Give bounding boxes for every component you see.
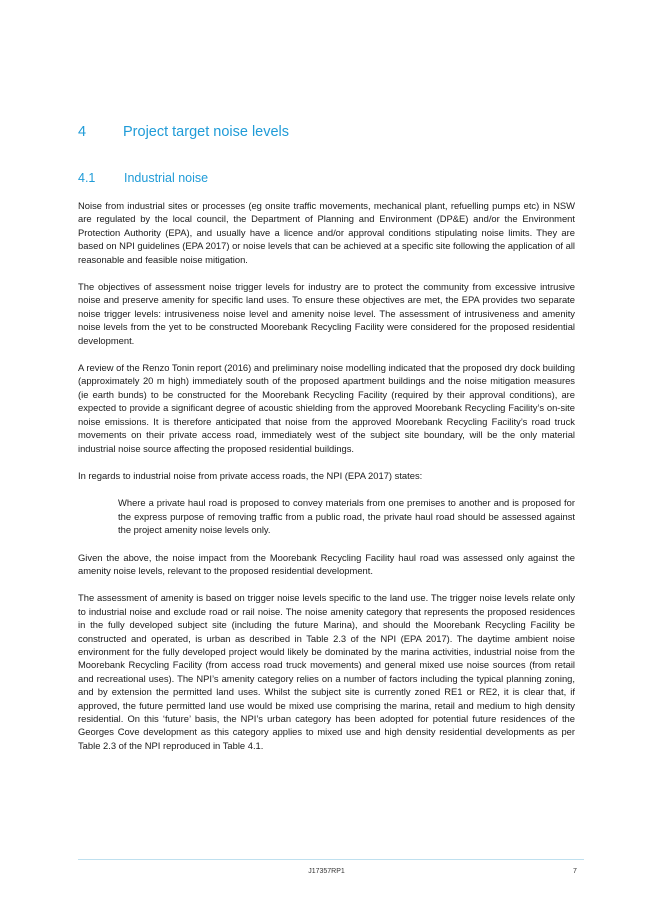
subsection-title: Industrial noise <box>124 171 209 185</box>
footer-divider <box>78 859 584 860</box>
paragraph: The objectives of assessment noise trigger levels for industry are to protect the community from excessive intrusive noise and preserve amenity for specific land uses. To ensure these objectives are met, the EPA provides two separate noise trigger levels: intrusiveness noise level and amenity noise level. The assessment of intrusiveness and amenity noise levels from the yet to be constructed Moorebank Recycling Facility were considered for the proposed residential development. <box>78 281 575 346</box>
section-number: 4 <box>78 124 87 140</box>
block-quote: Where a private haul road is proposed to convey materials from one premises to another and is proposed for the express purpose of removing traffic from a public road, the private haul road should be assessed against the project amenity noise levels only. <box>118 497 575 536</box>
document-reference: J17357RP1 <box>308 868 345 875</box>
paragraph: Noise from industrial sites or processes (eg onsite traffic movements, mechanical plant, refuelling pumps etc) in NSW are regulated by the local council, the Department of Planning and Environment (DP&E) and/or the Environment Protection Authority (EPA), and usually have a licence and/or approval conditions stipulating noise limits. They are based on NPI guidelines (EPA 2017) or noise levels that can be achieved at a specific site following the application of all reasonable and feasible noise mitigation. <box>78 200 576 265</box>
page-number: 7 <box>573 868 577 875</box>
paragraph: In regards to industrial noise from private access roads, the NPI (EPA 2017) states: <box>78 469 423 481</box>
paragraph: The assessment of amenity is based on trigger noise levels specific to the land use. The trigger noise levels relate only to industrial noise and exclude road or rail noise. The noise amenity category that represents the proposed residences in the fully developed subject site (including the future Marina), and should the Moorebank Recycling Facility be constructed and operated, is urban as described in Table 2.3 of the NPI (EPA 2017). The daytime ambient noise environment for the fully developed project would likely be dominated by the marina activities, industrial noise from the Moorebank Recycling Facility (from access road truck movements) and general mixed use noise sources (from retail and recreational uses). The NPI’s amenity category relies on a number of factors including the typical planning zoning, and by extension the permitted land uses. Whilst the subject site is currently zoned RE1 or RE2, it is clear that, if approved, the future permitted land use would be mixed use comprising the marina, retail and medium to high density residential. On this ‘future’ basis, the NPI’s urban category has been adopted for potential future residences of the Georges Cove development as this category applies to mixed use and high density residential developments as per Table 2.3 of the NPI reproduced in Table 4.1. <box>78 592 575 751</box>
body-text <box>78 199 575 766</box>
subsection-number: 4.1 <box>78 171 96 185</box>
subsection-heading <box>78 171 208 185</box>
section-heading <box>78 124 289 140</box>
section-title: Project target noise levels <box>123 124 290 140</box>
paragraph: A review of the Renzo Tonin report (2016) and preliminary noise modelling indicated that the proposed dry dock building (approximately 20 m high) immediately south of the proposed apartment buildings and the noise mitigation measures (ie earth bunds) to be constructed for the Moorebank Recycling Facility (required by their approval conditions), are expected to provide a significant degree of acoustic shielding from the approved Moorebank Recycling Facility’s on-site noise emissions. It is therefore anticipated that noise from the approved Moorebank Recycling Facility’s road truck movements on their private access road, immediately west of the subject site boundary, will be the only material industrial noise source affecting the proposed residential buildings. <box>78 362 575 454</box>
paragraph: Given the above, the noise impact from the Moorebank Recycling Facility haul road was assessed only against the amenity noise levels, relevant to the proposed residential development. <box>78 551 575 576</box>
